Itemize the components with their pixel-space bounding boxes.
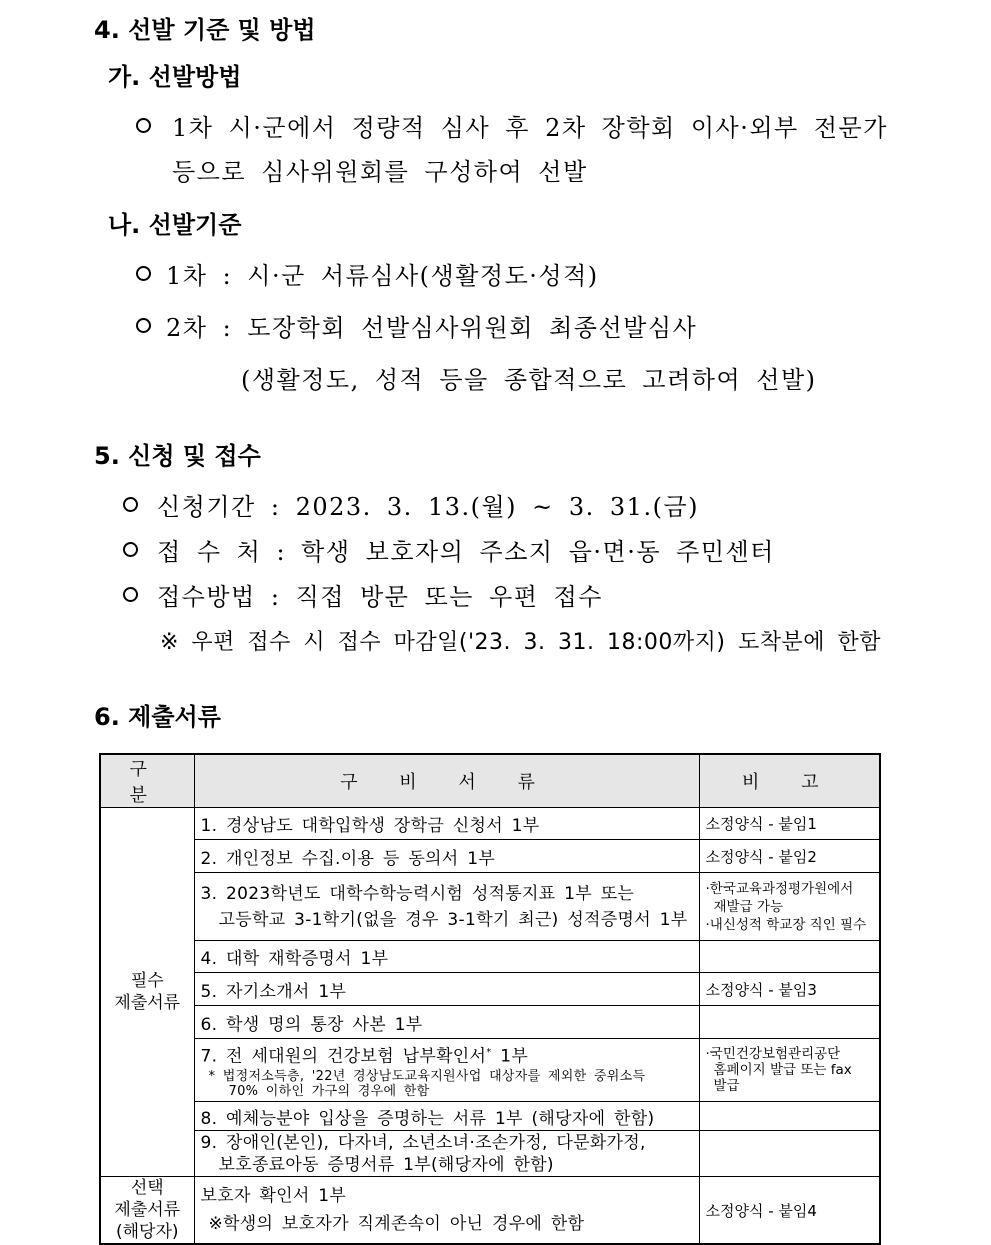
document-note: 소정양식 - 붙임4 [699,1177,880,1245]
category-required [100,808,194,1177]
header-category: 구 분 [100,754,194,808]
circle-bullet-icon [136,318,151,333]
document-note: 소정양식 - 붙임2 [699,840,880,873]
category-optional-line-2: 제출서류 [114,1200,181,1220]
document-note-line-1: ·한국교육과정평가원에서 [705,880,854,897]
document-item: 1. 경상남도 대학입학생 장학금 신청서 1부 [194,808,699,840]
document-item: 8. 예체능분야 입상을 증명하는 서류 1부 (해당자에 한함) [194,1102,699,1131]
circle-bullet-icon [123,497,138,512]
document-note-line-1: ·국민건강보험관리공단 [705,1046,841,1062]
footnote-marker: * [486,1047,492,1059]
table-row [100,1131,880,1177]
header-remarks: 비 고 [699,754,880,808]
document-item-text: 7. 전 세대원의 건강보험 납부확인서 [200,1046,487,1067]
document-note [699,1039,880,1102]
document-note [699,873,880,941]
table-row [100,873,880,941]
table-row [100,973,880,1006]
document-note [699,941,880,973]
circle-bullet-icon [123,587,138,602]
circle-bullet-icon [136,266,151,281]
document-item [194,873,699,941]
table-row-optional [100,1177,880,1245]
document-note-line-2: 재발급 가능 [713,898,783,915]
category-required-line-1: 필수 [130,971,164,991]
document-note-line-3: ·내신성적 학교장 직인 필수 [705,916,867,933]
section-6-title: 6. 제출서류 [94,703,221,731]
document-item: 6. 학생 명의 통장 사본 1부 [194,1006,699,1039]
document-item-line-1: 3. 2023학년도 대학수학능력시험 성적통지표 1부 또는 [200,883,635,904]
document-item-line-2: ※학생의 보호자가 직계존속이 아닌 경우에 한함 [208,1214,585,1234]
section-5-line-1: 신청기간 : 2023. 3. 13.(월) ~ 3. 31.(금) [157,493,699,521]
table-row [100,1039,880,1102]
table-header-row [100,754,880,808]
section-5-line-3: 접수방법 : 직접 방문 또는 우편 접수 [157,583,603,611]
document-item [194,1177,699,1245]
document-note [699,1006,880,1039]
document-item: 2. 개인정보 수집.이용 등 동의서 1부 [194,840,699,873]
document-note [699,1131,880,1177]
document-item [194,1131,699,1177]
section-4b-line-2: 2차 : 도장학회 선발심사위원회 최종선발심사 [166,314,698,342]
document-item: 5. 자기소개서 1부 [194,973,699,1006]
table-row [100,840,880,873]
section-5-title: 5. 신청 및 접수 [94,442,261,470]
section-4b-title: 나. 선발기준 [108,211,242,239]
document-note: 소정양식 - 붙임1 [699,808,880,840]
table-row [100,1102,880,1131]
document-item-line-1: 보호자 확인서 1부 [200,1186,347,1206]
section-4-title: 4. 선발 기준 및 방법 [94,16,316,44]
documents-table [99,753,881,1245]
document-footnote-line-1: * 법정저소득층, '22년 경상남도교육지원사업 대상자를 제외한 중위소득 [208,1068,646,1084]
document-item: 4. 대학 재학증명서 1부 [194,941,699,973]
header-documents: 구 비 서 류 [194,754,699,808]
document-note-line-2: 홈페이지 발급 또는 fax [713,1062,852,1078]
document-note-line-3: 발급 [713,1078,740,1094]
table-row [100,941,880,973]
table-row [100,1006,880,1039]
category-optional-line-1: 선택 [130,1178,164,1198]
section-4a-line-1: 1차 시·군에서 정량적 심사 후 2차 장학회 이사·외부 전문가 [172,114,888,142]
section-5-line-2: 접 수 처 : 학생 보호자의 주소지 읍·면·동 주민센터 [157,538,775,566]
document-item-line-2: 보호종료아동 증명서류 1부(해당자에 한함) [218,1154,554,1175]
document-note: 소정양식 - 붙임3 [699,973,880,1006]
document-item-line-1 [201,1041,693,1069]
section-4a-line-2: 등으로 심사위원회를 구성하여 선발 [172,158,588,186]
circle-bullet-icon [136,118,151,133]
document-item [194,1039,699,1102]
category-optional [100,1177,194,1245]
circle-bullet-icon [123,542,138,557]
section-4a-title: 가. 선발방법 [108,63,242,91]
section-4b-line-1: 1차 : 시·군 서류심사(생활정도·성적) [166,262,599,290]
section-5-note: ※ 우편 접수 시 접수 마감일('23. 3. 31. 18:00까지) 도착분에 한함 [160,630,881,655]
table-row [100,808,880,840]
document-item-line-2: 고등학교 3-1학기(없을 경우 3-1학기 최근) 성적증명서 1부 [218,909,688,930]
document-footnote-line-2: 70% 이하인 가구의 경우에 한함 [228,1083,430,1099]
section-4b-line-3: (생활정도, 성적 등을 종합적으로 고려하여 선발) [241,366,817,394]
document-item-line-1: 9. 장애인(본인), 다자녀, 소년소녀·조손가정, 다문화가정, [200,1132,646,1153]
category-optional-line-3: (해당자) [115,1222,179,1242]
category-required-line-2: 제출서류 [114,993,181,1013]
document-note [699,1102,880,1131]
document-item-tail: 1부 [491,1046,529,1067]
